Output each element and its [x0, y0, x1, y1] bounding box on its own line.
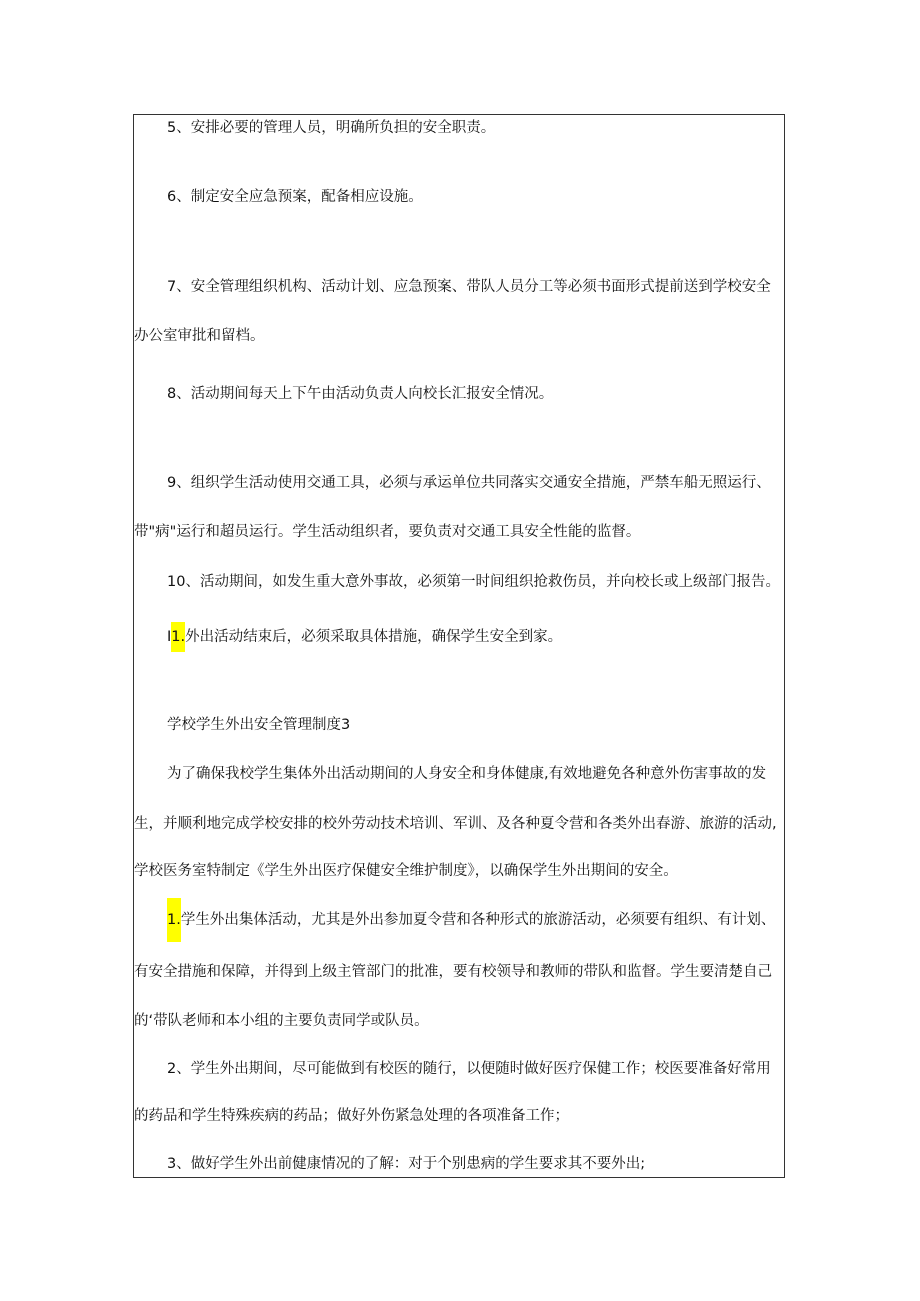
rule-line-1-cont: 有安全措施和保障，并得到上级主管部门的批准，要有校领导和教师的带队和监督。学生要清楚自己 — [134, 964, 772, 980]
section-heading: 学校学生外出安全管理制度3 — [167, 717, 351, 733]
line-text: 学生外出集体活动，尤其是外出参加夏令营和各种形式的旅游活动，必须要有组织、有计划、 — [180, 912, 776, 928]
rule-line-1 — [167, 910, 775, 930]
line-prefix: I — [167, 629, 172, 645]
text-line-6: 6、制定安全应急预案，配备相应设施。 — [167, 189, 423, 205]
highlight-number: 1. — [171, 622, 185, 652]
text-line-11 — [167, 627, 562, 647]
line-text: 外出活动结束后，必须采取具体措施，确保学生安全到家。 — [185, 629, 563, 645]
rule-line-1-cont-2: 的‘带队老师和本小组的主要负责同学或队员。 — [134, 1013, 429, 1029]
text-line-5: 5、安排必要的管理人员，明确所负担的安全职责。 — [167, 120, 496, 136]
text-line-9-cont: 带"病"运行和超员运行。学生活动组织者，要负责对交通工具安全性能的监督。 — [134, 524, 641, 540]
text-line-9: 9、组织学生活动使用交通工具，必须与承运单位共同落实交通安全措施，严禁车船无照运行、 — [167, 475, 771, 491]
text-line-7: 7、安全管理组织机构、活动计划、应急预案、带队人员分工等必须书面形式提前送到学校安全 — [167, 279, 771, 295]
highlight-number: 1. — [167, 898, 181, 942]
text-line-7-cont: 办公室审批和留档。 — [134, 328, 265, 344]
intro-line-1: 为了确保我校学生集体外出活动期间的人身安全和身体健康,有效地避免各种意外伤害事故的发 — [167, 766, 767, 782]
intro-line-2: 生，并顺利地完成学校安排的校外劳动技术培训、军训、及各种夏令营和各类外出春游、旅游的活动, — [134, 816, 777, 832]
rule-line-2: 2、学生外出期间，尽可能做到有校医的随行，以便随时做好医疗保健工作；校医要准备好常用 — [167, 1061, 771, 1077]
rule-line-3: 3、做好学生外出前健康情况的了解：对于个别患病的学生要求其不要外出; — [167, 1156, 646, 1172]
text-line-10: 10、活动期间，如发生重大意外事故，必须第一时间组织抢救伤员，并向校长或上级部门报告。 — [167, 574, 780, 590]
text-line-8: 8、活动期间每天上下午由活动负责人向校长汇报安全情况。 — [167, 386, 554, 402]
intro-line-3: 学校医务室特制定《学生外出医疗保健安全维护制度》，以确保学生外出期间的安全。 — [134, 863, 678, 879]
rule-line-2-cont: 的药品和学生特殊疾病的药品；做好外伤紧急处理的各项准备工作； — [134, 1108, 569, 1124]
